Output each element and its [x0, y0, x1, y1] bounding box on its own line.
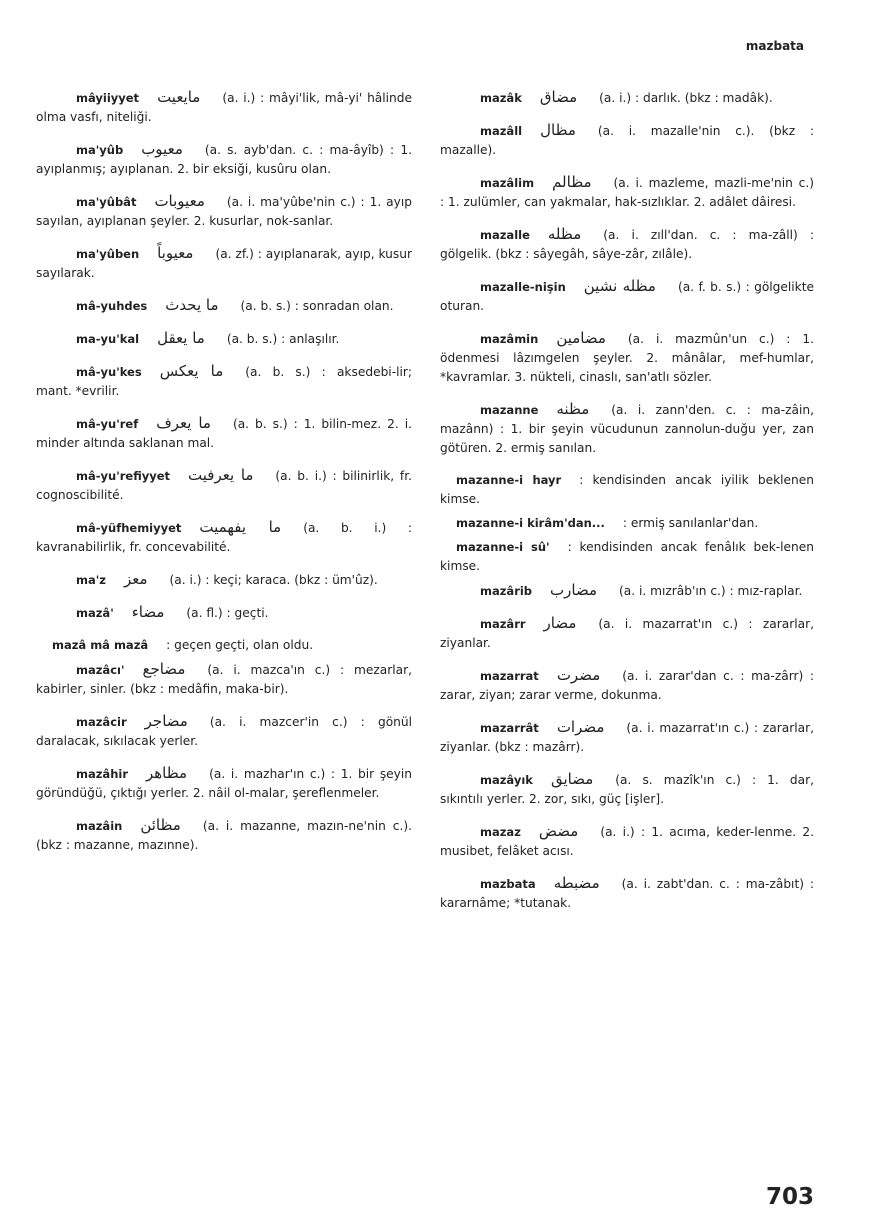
entry-definition: (a. i.) : darlık. (bkz : madâk). [599, 91, 773, 105]
entry-definition: (a. s. mazîk'ın c.) : 1. dar, sıkıntılı yerler. 2. zor, sıkı, güç [işler]. [440, 773, 814, 806]
entry-arabic-script: مضرات [556, 718, 605, 736]
entry-definition: (a. i. mazalle'nin c.). (bkz : mazalle). [440, 124, 814, 157]
dictionary-entry [36, 764, 412, 803]
dictionary-entry [36, 712, 412, 751]
entry-headword: ma'yûben [76, 247, 140, 261]
entry-headword: mazaz [480, 825, 521, 839]
entry-definition: (a. i. zann'den. c. : ma-zâin, mazânn) : 1. bir şeyin vücudunun zannolun-duğu yer, zan götüren. 2. ermiş sanılan. [440, 403, 814, 455]
entry-definition: (a. fl.) : geçti. [186, 606, 269, 620]
entry-arabic-script: مضار [543, 614, 577, 632]
entry-definition: : kendisinden ancak fenâlık bek-lenen kimse. [440, 540, 814, 573]
entry-headword: mazarrât [480, 721, 539, 735]
entry-definition: : kendisinden ancak iyilik beklenen kimse. [440, 473, 814, 506]
entry-arabic-script: ما یعرف [156, 414, 211, 432]
entry-definition: (a. zf.) : ayıplanarak, ayıp, kusur sayılarak. [36, 247, 412, 280]
entry-arabic-script: مظائن [140, 816, 181, 834]
entry-definition: (a. b. s.) : sonradan olan. [240, 299, 394, 313]
entry-definition: (a. i. mazca'ın c.) : mezarlar, kabirler, sinler. (bkz : medâfin, maka-bir). [36, 663, 412, 696]
entry-headword: mazbata [480, 877, 536, 891]
entry-definition: (a. i. mazmûn'un c.) : 1. ödenmesi lâzımgelen şeyler. 2. mânâlar, mef-humlar, *kavramlar. 3. nükteli, cinaslı, san'atlı sözler. [440, 332, 814, 384]
entry-definition: (a. i. zarar'dan c. : ma-zârr) : zarar, ziyan; zarar verme, dokunma. [440, 669, 814, 702]
entry-headword: mazâin [76, 819, 123, 833]
entry-arabic-script: ما یفهمیت [199, 518, 282, 536]
entry-arabic-script: مضاق [539, 88, 578, 106]
dictionary-entry [36, 88, 412, 127]
entry-headword: mâ-yu'kes [76, 365, 142, 379]
dictionary-entry [440, 770, 814, 809]
entry-arabic-script: ما یعکس [159, 362, 224, 380]
entry-arabic-script: ما یحدث [165, 296, 219, 314]
entry-headword: mazâ' [76, 606, 114, 620]
entry-arabic-script: مضاجر [144, 712, 188, 730]
entry-definition: (a. i. mazhar'ın c.) : 1. bir şeyin göründüğü, çıktığı yerler. 2. nâil ol-malar, şereflenmeler. [36, 767, 412, 800]
entry-definition: (a. s. ayb'dan. c. : ma-âyîb) : 1. ayıplanmış; ayıplanan. 2. bir eksiği, kusûru olan. [36, 143, 412, 176]
entry-headword: mâyiiyyet [76, 91, 140, 105]
entry-headword: mazâk [480, 91, 522, 105]
left-column [36, 88, 412, 868]
entry-headword: mâ-yu'refiyyet [76, 469, 171, 483]
entry-definition: (a. i.) : keçi; karaca. (bkz : üm'ûz). [169, 573, 378, 587]
entry-headword: mazâ mâ mazâ [52, 638, 149, 652]
entry-definition: (a. b. s.) : aksedebi-lir; mant. *evrilir. [36, 365, 412, 398]
entry-arabic-script: مضض [538, 822, 579, 840]
dictionary-entry [440, 514, 814, 533]
entry-headword: mazârib [480, 584, 533, 598]
entry-arabic-script: مضایق [550, 770, 594, 788]
entry-headword: mazâcı' [76, 663, 125, 677]
entry-headword: ma'yûb [76, 143, 124, 157]
dictionary-entry [36, 329, 412, 349]
entry-headword: ma'z [76, 573, 106, 587]
dictionary-entry [440, 88, 814, 108]
entry-headword: mazanne-i kirâm'dan... [456, 516, 605, 530]
entry-arabic-script: معز [123, 570, 148, 588]
entry-arabic-script: معیوب [141, 140, 183, 158]
entry-headword: mazâcir [76, 715, 127, 729]
entry-headword: mazarrat [480, 669, 539, 683]
entry-definition: (a. i. mazcer'in c.) : gönül daralacak, sıkılacak yerler. [36, 715, 412, 748]
dictionary-entry [36, 816, 412, 855]
dictionary-entry [440, 471, 814, 509]
dictionary-entry [36, 466, 412, 505]
dictionary-entry [440, 277, 814, 316]
entry-headword: mazârr [480, 617, 526, 631]
entry-headword: mazanne-i hayr [456, 473, 562, 487]
entry-headword: mazâmin [480, 332, 539, 346]
entry-definition: (a. b. s.) : 1. bilin-mez. 2. i. minder altında saklanan mal. [36, 417, 412, 450]
dictionary-entry [440, 329, 814, 387]
entry-definition: (a. i. ma'yûbe'nin c.) : 1. ayıp sayılan, ayıplanan şeyler. 2. kusurlar, nok-sanlar. [36, 195, 412, 228]
entry-headword: mazanne-i sû' [456, 540, 550, 554]
dictionary-entry [440, 666, 814, 705]
dictionary-entry [36, 518, 412, 557]
entry-arabic-script: مضارب [550, 581, 598, 599]
entry-definition: (a. i. mızrâb'ın c.) : mız-raplar. [619, 584, 803, 598]
dictionary-entry [440, 874, 814, 913]
entry-headword: mazâyık [480, 773, 533, 787]
entry-definition: : ermiş sanılanlar'dan. [622, 516, 759, 530]
dictionary-entry [440, 822, 814, 861]
dictionary-entry [440, 121, 814, 160]
entry-definition: (a. i. mazarrat'ın c.) : zararlar, ziyanlar. (bkz : mazârr). [440, 721, 814, 754]
dictionary-entry [440, 718, 814, 757]
dictionary-entry [36, 192, 412, 231]
right-column [440, 88, 814, 926]
entry-definition: (a. i. zabt'dan. c. : ma-zâbıt) : kararnâme; *tutanak. [440, 877, 814, 910]
dictionary-entry [36, 362, 412, 401]
entry-headword: mazâll [480, 124, 523, 138]
entry-definition: (a. f. b. s.) : gölgelikte oturan. [440, 280, 815, 313]
dictionary-entry [440, 225, 814, 264]
entry-headword: mazalle-nişin [480, 280, 566, 294]
dictionary-entry [36, 140, 412, 179]
entry-headword: ma'yûbât [76, 195, 137, 209]
entry-arabic-script: معیوباً [157, 244, 194, 262]
running-header: mazbata [745, 39, 804, 53]
entry-definition: (a. i.) : 1. acıma, keder-lenme. 2. musibet, felâket acısı. [440, 825, 814, 858]
entry-arabic-script: معیوبات [154, 192, 205, 210]
entry-arabic-script: مضاجع [142, 660, 186, 678]
entry-arabic-script: ما یعرفیت [188, 466, 254, 484]
dictionary-entry [36, 296, 412, 316]
entry-definition: (a. i. mazanne, mazın-ne'nin c.). (bkz : mazanne, mazınne). [36, 819, 412, 852]
entry-definition: (a. i. mazleme, mazli-me'nin c.) : 1. zulümler, can yakmalar, hak-sızlıklar. 2. adâlet dâiresi. [440, 176, 814, 209]
dictionary-entry [36, 244, 412, 283]
dictionary-entry [440, 173, 814, 212]
dictionary-entry [36, 636, 412, 655]
entry-headword: mâ-yuhdes [76, 299, 148, 313]
entry-headword: mâ-yu'ref [76, 417, 139, 431]
entry-headword: mâ-yüfhemiyyet [76, 521, 182, 535]
dictionary-entry [440, 538, 814, 576]
entry-definition: (a. i. mazarrat'ın c.) : zararlar, ziyanlar. [440, 617, 814, 650]
dictionary-entry [440, 581, 814, 601]
entry-arabic-script: مضامین [556, 329, 606, 347]
entry-headword: mazâhir [76, 767, 128, 781]
dictionary-entry [36, 603, 412, 623]
entry-headword: mazanne [480, 403, 539, 417]
dictionary-entry [440, 614, 814, 653]
entry-headword: ma-yu'kal [76, 332, 140, 346]
entry-headword: mazâlim [480, 176, 535, 190]
entry-arabic-script: ما یعقل [157, 329, 205, 347]
dictionary-entry [36, 414, 412, 453]
entry-definition: : geçen geçti, olan oldu. [166, 638, 314, 652]
entry-arabic-script: مایعیت [157, 88, 201, 106]
entry-definition: (a. i. zıll'dan. c. : ma-zâll) : gölgelik. (bkz : sâyegâh, sâye-zâr, zılâle). [440, 228, 814, 261]
entry-headword: mazalle [480, 228, 530, 242]
entry-arabic-script: مظال [540, 121, 576, 139]
entry-arabic-script: مظالم [552, 173, 592, 191]
entry-arabic-script: مضرت [556, 666, 601, 684]
entry-arabic-script: مظله [547, 225, 582, 243]
dictionary-entry [36, 570, 412, 590]
entry-arabic-script: مظاهر [146, 764, 188, 782]
dictionary-entry [36, 660, 412, 699]
entry-arabic-script: مظله نشین [583, 277, 656, 295]
entry-definition: (a. b. s.) : anlaşılır. [226, 332, 340, 346]
entry-arabic-script: مظنه [556, 400, 590, 418]
dictionary-entry [440, 400, 814, 458]
page-number: 703 [765, 1184, 814, 1210]
entry-arabic-script: مضبطه [553, 874, 600, 892]
entry-definition: (a. b. i.) : bilinirlik, fr. cognoscibilité. [36, 469, 412, 502]
entry-arabic-script: مضاء [131, 603, 165, 621]
entry-definition: (a. i.) : mâyi'lik, mâ-yi' hâlinde olma vasfı, niteliği. [36, 91, 412, 124]
entry-definition: (a. b. i.) : kavranabilirlik, fr. concevabilité. [36, 521, 413, 554]
